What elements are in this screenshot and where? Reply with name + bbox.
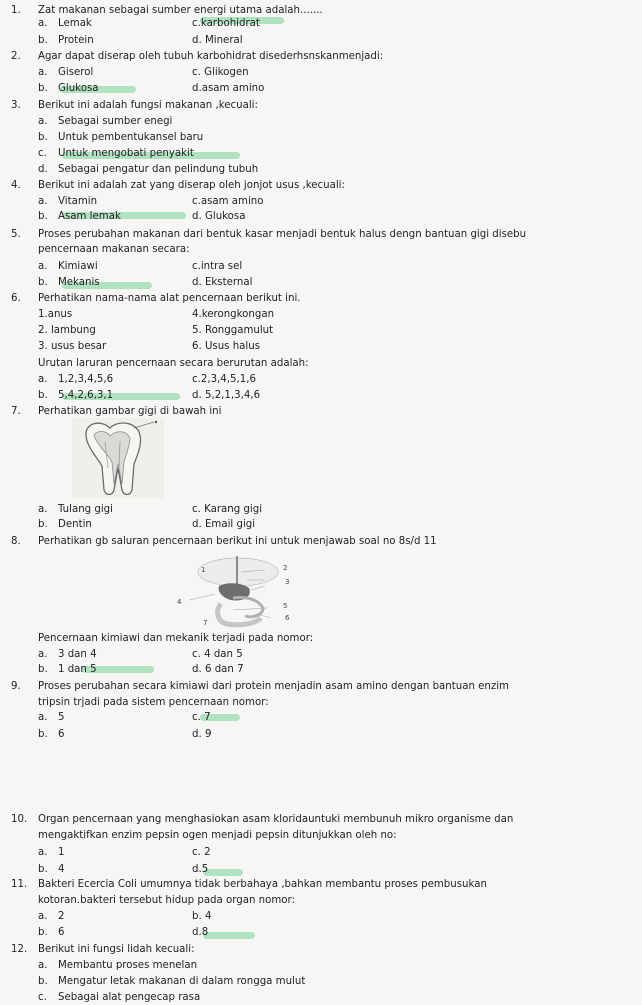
option-a: a. 3 dan 4 <box>38 649 97 660</box>
option-d: d. 9 <box>192 729 212 740</box>
tooth-diagram-image <box>72 418 164 498</box>
organ-item: 3. usus besar <box>38 341 107 352</box>
option-d: d.asam amino <box>192 83 265 94</box>
diagram-label: 6 <box>285 614 290 622</box>
option-d: d. Eksternal <box>192 277 253 288</box>
diagram-label: 4 <box>177 598 182 606</box>
option-c: c.asam amino <box>192 196 264 207</box>
option-b: b. 5,4,2,6,3,1 <box>38 390 114 401</box>
option-d: d. Email gigi <box>192 519 256 530</box>
option-c: c.karbohidrat <box>192 18 260 29</box>
option-c: c. Karang gigi <box>192 504 263 515</box>
option-a: a. Sebagai sumber enegi <box>38 116 173 127</box>
option-b: b. Mekanis <box>38 277 100 288</box>
option-c: c.intra sel <box>192 261 243 272</box>
diagram-label: 1 <box>201 566 206 574</box>
organ-item: 4.kerongkongan <box>192 309 275 320</box>
question-number: 1. <box>11 5 21 16</box>
organ-item: 2. lambung <box>38 325 96 336</box>
option-a: a. Vitamin <box>38 196 98 207</box>
option-a: a. Kimiawi <box>38 261 98 272</box>
option-b: b. Asam lemak <box>38 211 121 222</box>
question-text-cont: kotoran.bakteri tersebut hidup pada organ nomor: <box>38 895 295 906</box>
option-b: b. Glukosa <box>38 83 99 94</box>
option-c: c. Untuk mengobati penyakit <box>38 148 194 159</box>
option-d: d. Sebagai pengatur dan pelindung tubuh <box>38 164 259 175</box>
option-b: b. Protein <box>38 35 94 46</box>
digestive-tract-diagram-image <box>175 552 300 632</box>
option-d: d. 5,2,1,3,4,6 <box>192 390 261 401</box>
option-c: c. Sebagai alat pengecap rasa <box>38 992 201 1003</box>
option-b: b. 4 <box>38 864 65 875</box>
option-a: a. 5 <box>38 712 65 723</box>
question-text-cont: Pencernaan kimiawi dan mekanik terjadi pada nomor: <box>38 633 314 644</box>
option-b: b. Mengatur letak makanan di dalam rongga mulut <box>38 976 306 987</box>
question-text-cont: tripsin trjadi pada sistem pencernaan nomor: <box>38 697 269 708</box>
option-d: d. 6 dan 7 <box>192 664 244 675</box>
option-a: a. Membantu proses menelan <box>38 960 198 971</box>
option-a: a. 1,2,3,4,5,6 <box>38 374 114 385</box>
option-d: d. Glukosa <box>192 211 246 222</box>
option-c: c. 4 dan 5 <box>192 649 243 660</box>
option-c: c.2,3,4,5,1,6 <box>192 374 256 385</box>
organ-item: 5. Ronggamulut <box>192 325 274 336</box>
option-a: a. 1 <box>38 847 65 858</box>
question-text: Zat makanan sebagai sumber energi utama adalah....... <box>38 5 323 16</box>
option-d: d.5 <box>192 864 209 875</box>
option-d: d. Mineral <box>192 35 243 46</box>
organ-item: 6. Usus halus <box>192 341 261 352</box>
option-a: a. Giserol <box>38 67 94 78</box>
option-c: c. 7 <box>192 712 211 723</box>
organ-item: 1.anus <box>38 309 73 320</box>
option-b: b. 6 <box>38 729 65 740</box>
diagram-label: 5 <box>283 602 288 610</box>
option-a: a. Tulang gigi <box>38 504 113 515</box>
option-b: b. 1 dan 5 <box>38 664 97 675</box>
option-d: d.8 <box>192 927 209 938</box>
diagram-label: 3 <box>285 578 290 586</box>
answer-highlight <box>203 932 255 939</box>
question-text-cont: Urutan laruran pencernaan secara berurutan adalah: <box>38 358 309 369</box>
option-c: c. Glikogen <box>192 67 249 78</box>
option-b: b. 4 <box>192 911 212 922</box>
question-text-cont: mengaktifkan enzim pepsin ogen menjadi pepsin ditunjukkan oleh no: <box>38 830 397 841</box>
option-c: c. 2 <box>192 847 211 858</box>
option-a: a. Lemak <box>38 18 92 29</box>
option-b: b. Dentin <box>38 519 92 530</box>
option-b: b. Untuk pembentukansel baru <box>38 132 204 143</box>
option-a: a. 2 <box>38 911 65 922</box>
diagram-label: 2 <box>283 564 288 572</box>
answer-highlight <box>203 869 243 876</box>
question-text-cont: pencernaan makanan secara: <box>38 244 190 255</box>
diagram-label: 7 <box>203 619 208 627</box>
option-b: b. 6 <box>38 927 65 938</box>
